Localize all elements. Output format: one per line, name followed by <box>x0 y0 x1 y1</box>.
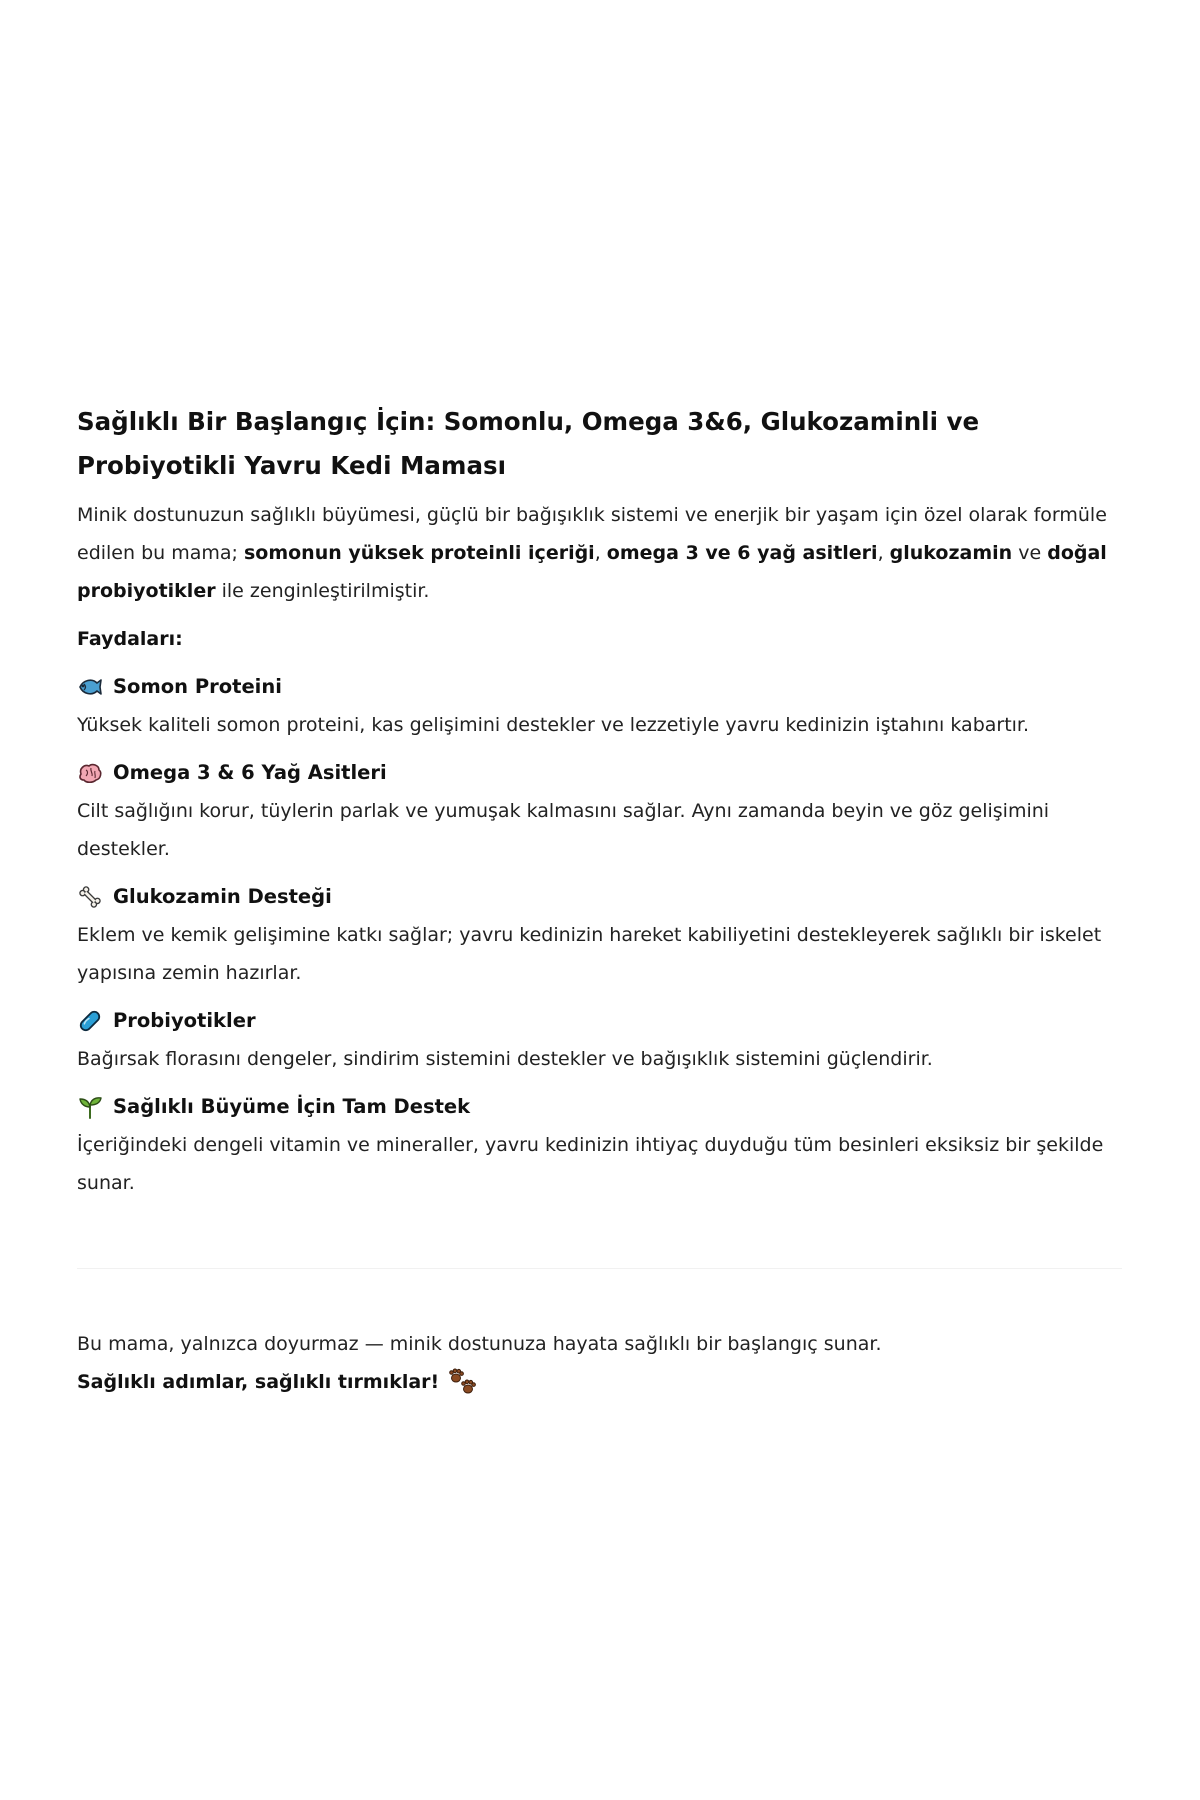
benefit-title: Sağlıklı Büyüme İçin Tam Destek <box>113 1095 471 1118</box>
benefit-title-row <box>77 878 1122 916</box>
section-divider <box>77 1268 1122 1269</box>
benefit-title: Somon Proteini <box>113 675 282 698</box>
product-description <box>77 400 1122 1202</box>
fish-icon <box>77 674 103 700</box>
benefit-title: Glukozamin Desteği <box>113 885 332 908</box>
benefit-description: İçeriğindeki dengeli vitamin ve mineraller, yavru kedinizin ihtiyaç duyduğu tüm besinleri eksiksiz bir şekilde sunar. <box>77 1134 1104 1194</box>
brain-icon <box>77 760 103 786</box>
benefit-description: Bağırsak florasını dengeler, sindirim sistemini destekler ve bağışıklık sistemini güçlendirir. <box>77 1048 933 1070</box>
intro-highlight-protein: somonun yüksek proteinli içeriği <box>243 542 595 564</box>
benefits-heading: Faydaları: <box>77 628 183 650</box>
benefit-description: Cilt sağlığını korur, tüylerin parlak ve yumuşak kalmasını sağlar. Aynı zamanda beyin ve göz gelişimini destekler. <box>77 800 1050 860</box>
intro-text: Minik dostunuzun sağlıklı büyümesi, güçlü bir bağışıklık sistemi ve enerjik bir yaşam için özel olarak formüle edilen bu mama; <box>77 504 1107 564</box>
benefit-title-row <box>77 1088 1122 1126</box>
intro-highlight-omega: omega 3 ve 6 yağ asitleri <box>606 542 878 564</box>
intro-text-end: ile zenginleştirilmiştir. <box>215 580 430 602</box>
benefit-title-row <box>77 1002 1122 1040</box>
benefit-item <box>77 668 1122 744</box>
benefit-item <box>77 754 1122 868</box>
product-title: Sağlıklı Bir Başlangıç İçin: Somonlu, Omega 3&6, Glukozaminli ve Probiyotikli Yavru Kedi Maması <box>77 407 980 480</box>
benefit-title-row <box>77 754 1122 792</box>
intro-separator: ve <box>1012 542 1048 564</box>
closing-text: Bu mama, yalnızca doyurmaz — minik dostunuza hayata sağlıklı bir başlangıç sunar. <box>77 1333 882 1355</box>
closing-slogan-row <box>77 1363 1122 1401</box>
intro-separator: , <box>877 542 890 564</box>
benefit-title-row <box>77 668 1122 706</box>
bone-icon <box>77 884 103 910</box>
benefit-item <box>77 1088 1122 1202</box>
closing-slogan: Sağlıklı adımlar, sağlıklı tırmıklar! <box>77 1371 440 1393</box>
benefit-description: Eklem ve kemik gelişimine katkı sağlar; yavru kedinizin hareket kabiliyetini destekleyerek sağlıklı bir iskelet yapısına zemin hazırlar. <box>77 924 1102 984</box>
paw-prints-icon <box>447 1368 477 1396</box>
benefit-item <box>77 878 1122 992</box>
intro-highlight-probiotics: doğal probiyotikler <box>77 542 1107 602</box>
benefit-description: Yüksek kaliteli somon proteini, kas gelişimini destekler ve lezzetiyle yavru kedinizin iştahını kabartır. <box>77 714 1030 736</box>
benefit-title: Omega 3 & 6 Yağ Asitleri <box>113 761 387 784</box>
benefit-title: Probiyotikler <box>113 1009 256 1032</box>
benefit-item <box>77 1002 1122 1078</box>
seedling-icon <box>77 1094 103 1120</box>
capsule-icon <box>77 1008 103 1034</box>
closing-section <box>77 1325 1122 1401</box>
intro-highlight-glucosamine: glukozamin <box>889 542 1013 564</box>
intro-separator: , <box>594 542 607 564</box>
intro-paragraph <box>77 496 1122 610</box>
